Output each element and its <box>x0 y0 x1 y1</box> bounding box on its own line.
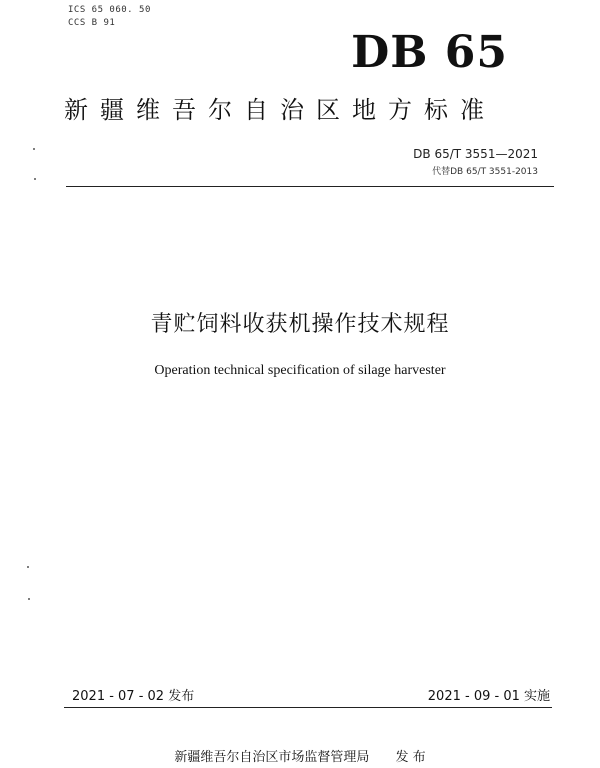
document-title-chinese: 青贮饲料收获机操作技术规程 <box>150 312 450 337</box>
implementation-date: 2021 - 09 - 01 实施 <box>427 689 550 704</box>
header-divider <box>66 186 554 187</box>
issue-date: 2021 - 07 - 02 发布 <box>72 689 195 704</box>
scan-speck <box>27 566 29 568</box>
classification-codes <box>68 4 151 30</box>
standard-type-heading: 新疆维吾尔自治区地方标准 <box>64 96 496 124</box>
scan-speck <box>28 598 30 600</box>
replaces-standard: 代替DB 65/T 3551-2013 <box>432 167 538 177</box>
issuer-action: 发 布 <box>395 750 426 765</box>
ccs-code: CCS B 91 <box>68 18 116 28</box>
scan-speck <box>34 178 36 180</box>
db-logo: DB 65 <box>351 27 508 78</box>
scan-speck <box>33 148 35 150</box>
standard-number: DB 65/T 3551—2021 <box>413 147 538 161</box>
footer-divider <box>64 707 552 708</box>
ics-code: ICS 65 060. 50 <box>68 5 151 15</box>
issuer-name: 新疆维吾尔自治区市场监督管理局 <box>174 750 370 765</box>
issuer-line <box>0 749 600 767</box>
document-title-english: Operation technical specification of silage harvester <box>154 363 446 378</box>
